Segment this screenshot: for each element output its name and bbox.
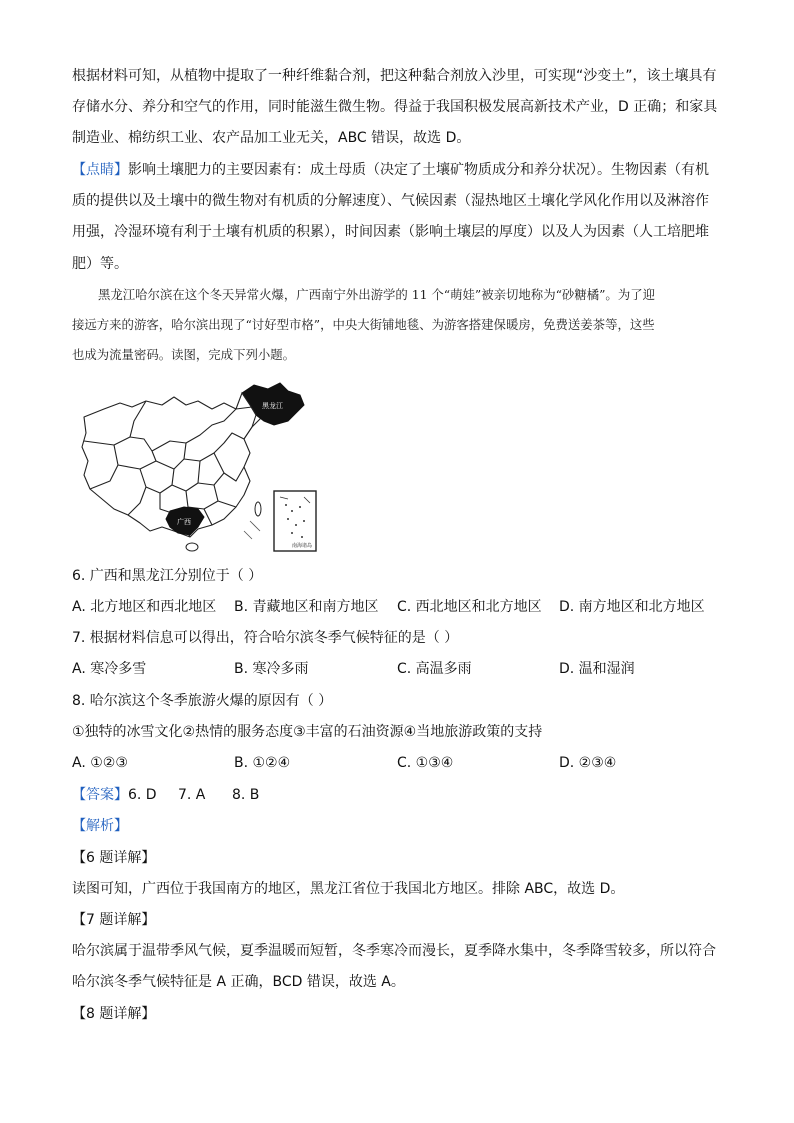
question-8-stem: 8. 哈尔滨这个冬季旅游火爆的原因有（ ） — [72, 693, 333, 709]
option-d: D. ②③④ — [559, 755, 617, 771]
text-line: 黑龙江哈尔滨在这个冬天异常火爆，广西南宁外出游学的 11 个“萌娃”被亲切地称为“砂糖橘”。为了迎 — [98, 287, 655, 302]
dianjing-paragraph — [72, 155, 722, 280]
china-map-figure — [74, 381, 324, 553]
text-line: 根据材料可知，从植物中提取了一种纤维黏合剂，把这种黏合剂放入沙里，可实现“沙变土”，该土壤具有 — [72, 68, 717, 84]
answer-7: 7. A — [178, 787, 206, 803]
detail-8-heading: 【8 题详解】 — [72, 1006, 156, 1022]
answer-8: 8. B — [232, 787, 260, 803]
option-a: A. ①②③ — [72, 755, 128, 771]
detail-7-heading: 【7 题详解】 — [72, 912, 156, 928]
inset-label: 南海诸岛 — [292, 543, 313, 549]
text-line: 质的提供以及土壤中的微生物对有机质的分解速度）、气候因素（湿热地区土壤化学风化作用以及淋溶作 — [72, 193, 709, 210]
taiwan-island — [255, 502, 261, 516]
material-paragraph — [72, 280, 724, 370]
question-6-options — [72, 592, 732, 623]
heilongjiang-label: 黑龙江 — [262, 402, 283, 410]
detail-6-heading: 【6 题详解】 — [72, 850, 156, 866]
text-line: 用强，冷湿环境有利于土壤有机质的积累），时间因素（影响土壤层的厚度）以及人为因素（人工培肥堆 — [72, 224, 709, 241]
answer-tag: 【答案】 — [72, 787, 128, 803]
option-d: D. 温和湿润 — [559, 661, 635, 677]
text-line: 肥）等。 — [72, 255, 128, 272]
option-d: D. 南方地区和北方地区 — [559, 599, 705, 615]
detail-6-text: 读图可知，广西位于我国南方的地区，黑龙江省位于我国北方地区。排除 ABC，故选 D。 — [72, 881, 625, 897]
answer-row — [72, 780, 732, 811]
question-8-options — [72, 748, 732, 779]
option-c: C. 西北地区和北方地区 — [397, 599, 542, 615]
question-6-stem: 6. 广西和黑龙江分别位于（ ） — [72, 568, 263, 584]
option-b: B. 青藏地区和南方地区 — [234, 599, 379, 615]
question-8-statements: ①独特的冰雪文化②热情的服务态度③丰富的石油资源④当地旅游政策的支持 — [72, 724, 543, 740]
answer-6: 6. D — [128, 787, 157, 803]
analysis-tag: 【解析】 — [72, 818, 128, 834]
text-line: 影响土壤肥力的主要因素有：成土母质（决定了土壤矿物质成分和养分状况）。生物因素（有机 — [128, 162, 709, 178]
question-7-stem: 7. 根据材料信息可以得出，符合哈尔滨冬季气候特征的是（ ） — [72, 630, 459, 646]
option-a: A. 寒冷多雪 — [72, 661, 147, 677]
explanation-paragraph — [72, 61, 722, 155]
hainan-island — [186, 543, 198, 551]
option-a: A. 北方地区和西北地区 — [72, 599, 217, 615]
detail-7-line-1: 哈尔滨属于温带季风气候，夏季温暖而短暂，冬季寒冷而漫长，夏季降水集中，冬季降雪较多，所以符合 — [72, 943, 716, 959]
option-b: B. 寒冷多雨 — [234, 661, 309, 677]
detail-7-line-2: 哈尔滨冬季气候特征是 A 正确，BCD 错误，故选 A。 — [72, 974, 405, 990]
guangxi-label: 广西 — [177, 518, 191, 526]
option-c: C. 高温多雨 — [397, 661, 472, 677]
inset-frame — [274, 491, 316, 551]
option-c: C. ①③④ — [397, 755, 454, 771]
text-line: 存储水分、养分和空气的作用，同时能滋生微生物。得益于我国积极发展高新技术产业，D 正确；和家具 — [72, 99, 718, 116]
option-b: B. ①②④ — [234, 755, 291, 771]
text-line: 制造业、棉纺织工业、农产品加工业无关，ABC 错误，故选 D。 — [72, 130, 471, 147]
text-line: 接远方来的游客，哈尔滨出现了“讨好型市格”，中央大街铺地毯、为游客搭建保暖房，免费送姜茶等，这些 — [72, 317, 655, 332]
question-7-options — [72, 654, 732, 685]
text-line: 也成为流量密码。读图，完成下列小题。 — [72, 347, 296, 362]
dianjing-tag: 【点睛】 — [72, 162, 128, 178]
